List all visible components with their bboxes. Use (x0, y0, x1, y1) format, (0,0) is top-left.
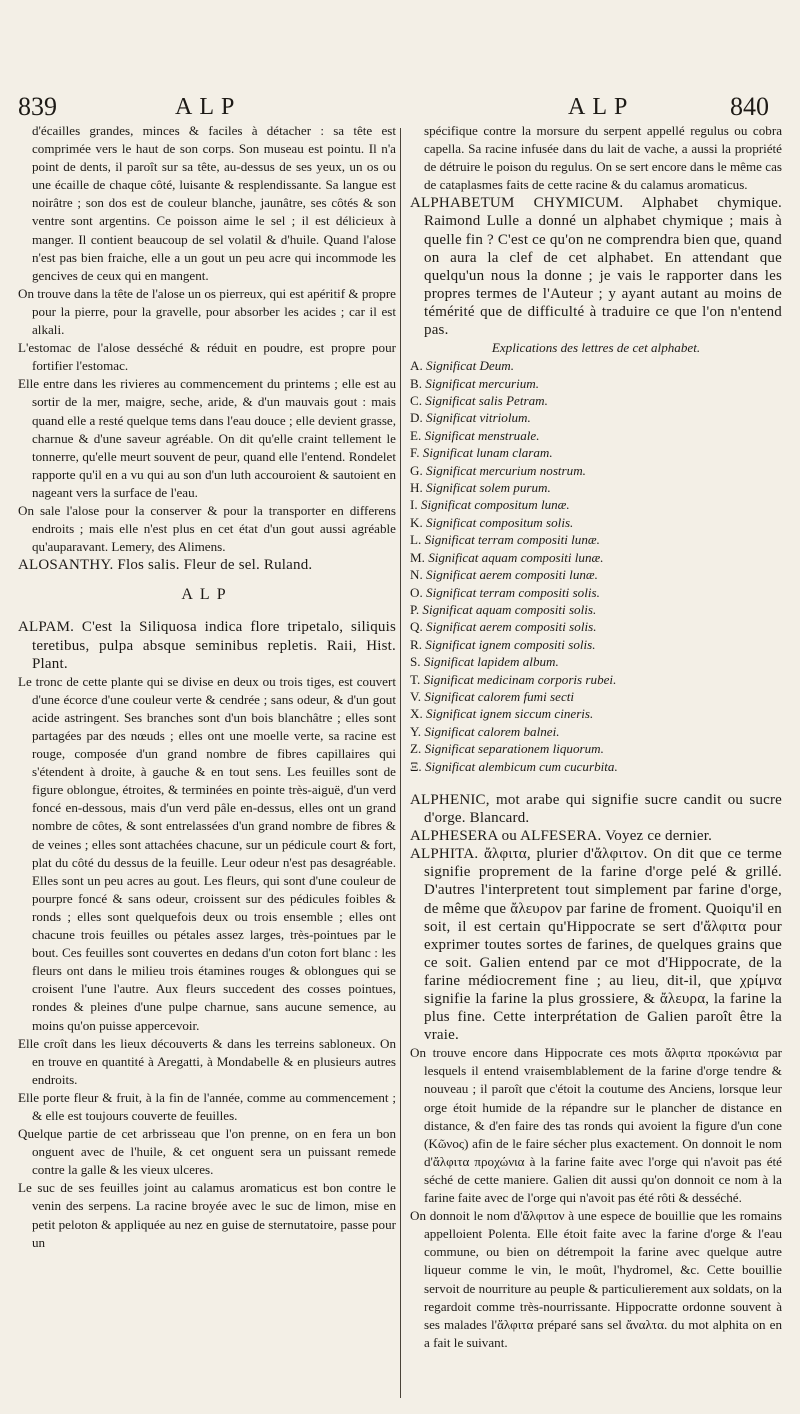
alphabet-letter: B. (410, 375, 423, 391)
entry-alphesera: ALPHESERA ou ALFESERA. Voyez ce dernier. (410, 828, 713, 845)
alphabet-signification: Significat separationem liquorum. (424, 741, 604, 757)
alphabet-letter: Ξ. (410, 758, 422, 774)
alphabet-signification: Significat solem purum. (426, 480, 551, 496)
alphabet-list-item (410, 375, 782, 392)
alphabet-list-item (410, 392, 782, 409)
left-running-head: ALP (175, 94, 242, 120)
alose-continuation: d'écailles grandes, minces & faciles à détacher : sa tête est comprimée vers le haut de son corps. Son museau est pointu. Il n'a point de dents, il paroît sur sa tête, au-dessus de ses yeux, un os ou une écaille de chaque côté, luisante & resplendissante. Sa langue est noirâtre ; son dos est de couleur blanche, jaunâtre, ses côtés & son ventre sont argentins. Ce poisson aime le sel ; il est délicieux à manger. Il contient beaucoup de sel volatil & d'huile. Quand l'alose n'est pas bien fraiche, elle a un gout un peu acre qui incommode les gencives de ceux qui en mangent. (32, 123, 396, 283)
alphabet-list-item (410, 671, 782, 688)
alphabet-list-item (410, 409, 782, 426)
alphabet-signification: Significat medicinam corporis rubei. (423, 671, 617, 687)
alphabet-signification: Significat vitriolum. (426, 410, 531, 426)
alphabet-list-item (410, 357, 782, 374)
alphabet-letter: I. (410, 497, 418, 513)
alphabet-list-item (410, 740, 782, 757)
alphabet-signification: Significat calorem balnei. (424, 723, 560, 739)
alphabet-list-item (410, 566, 782, 583)
alphabet-letter: S. (410, 654, 421, 670)
alphabet-letter: V. (410, 688, 422, 704)
alpam-continuation: spécifique contre la morsure du serpent appellé regulus ou cobra capella. Sa racine infusée dans du lait de vache, a aussi la propriété de détruire le poison du regulus. On se sert encore dans le même cas de cataplasmes faits de cette racine & du calamus aromaticus. (424, 123, 782, 193)
alphabet-letter: Q. (410, 619, 423, 635)
right-page-number: 840 (730, 92, 769, 121)
alphabet-list-item (410, 601, 782, 618)
entry-alphenic: ALPHENIC, mot arabe qui signifie sucre candit ou sucre d'orge. Blancard. (410, 791, 782, 827)
alphabet-list-item (410, 705, 782, 722)
left-column (18, 122, 396, 1252)
alphabet-signification: Significat menstruale. (424, 427, 540, 443)
alphabet-letter: N. (410, 567, 423, 583)
alphabet-signification: Significat lunam claram. (422, 445, 553, 461)
alphabet-list-item (410, 618, 782, 635)
alphabet-signification: Significat lapidem album. (423, 654, 559, 670)
alphabet-letter: A. (410, 358, 423, 374)
alphabet-letter: E. (410, 427, 422, 443)
alphabet-signification: Significat salis Petram. (425, 393, 548, 409)
paragraph-alose-rivieres: Elle entre dans les rivieres au commencement du printems ; elle est au sortir de la mer, maigre, seche, aride, & d'un mauvais gout : mais quand elle a resté quelque tems dans l'eau douce ; elle devient grasse, charnue & d'une saveur agréable. On dit qu'elle craint tellement le tonnerre, qu'elle meurt souvent de peur, quand elle l'entend. Rondelet rapporte qu'il en a vu qui au son d'un luth accouroient & sautoient en nageant vers la surface de l'eau. (18, 376, 396, 500)
alphabet-signification: Significat ignem siccum cineris. (426, 706, 594, 722)
entry-alpam: ALPAM. C'est la Siliquosa indica flore tripetalo, siliquis teretibus, pulpa absque seminibus repletis. Raii, Hist. Plant. (18, 619, 396, 672)
alphabet-letter: M. (410, 549, 425, 565)
entry-alosanthy: ALOSANTHY. Flos salis. Fleur de sel. Ruland. (18, 557, 313, 574)
alphabet-list-item (410, 427, 782, 444)
alphabet-list-item (410, 758, 782, 775)
alphabet-list-item (410, 479, 782, 496)
alphabet-signification: Significat mercurium nostrum. (426, 462, 586, 478)
alphabet-signification: Significat terram compositi lunæ. (424, 532, 600, 548)
alphabet-signification: Significat aquam compositi solis. (422, 601, 597, 617)
paragraph-alpam-description: Le tronc de cette plante qui se divise en deux ou trois tiges, est couvert d'une écorce d'une couleur verte & cendrée ; sans odeur, & d'un gout acide astringent. Ses branches sont d'un bois blanchâtre ; elles sont partagées par des nœuds ; elles ont une moelle verte, sa racine est rouge, composée d'un grand nombre de fibres capillaires qui s'étendent à droite, à gauche & en tout sens. Les feuilles sont de figure oblongue, étroites, & terminées en pointe très-aiguë, d'un verd foncé en-dessous, mais d'un verd pâle en-dessus, elles ont un grand nombre de côtes, & sont entrelassées d'un grand nombre de fibres & de veines ; elles sont attachées chacune, sur un pédicule court & fort, plat du côté du dessus de la feuille. Leur odeur n'est pas desagréable. Elles sont un peu acres au gout. Les fleurs, qui sont d'une couleur de pourpre foncé & sans odeur, croissent sur des pédicules foibles & ronds ; elles sont quelquefois deux ou trois ensemble ; elles ont chacune trois feuilles ou pétales assez larges, très-pointues par le bout. Ces feuilles sont couvertes en dedans d'un coton fort blanc : les fleurs ont dans le milieu trois étamines rouges & oblongues qui se croisent l'une l'autre. Aux fleurs succedent des cosses pointues, rondes & pleines d'une pulpe charnue, sans aucune semence, au moins qu'on puisse appercevoir. (18, 673, 396, 1033)
alphabet-signification: Significat aquam compositi lunæ. (428, 549, 604, 565)
alphabet-letter: H. (410, 480, 423, 496)
alphabet-signification: Significat terram compositi solis. (426, 584, 600, 600)
right-column (410, 122, 782, 1352)
alphabet-letter: F. (410, 445, 420, 461)
alphabet-letter: G. (410, 462, 423, 478)
alphabet-list-item (410, 514, 782, 531)
alphabet-list-item (410, 549, 782, 566)
entry-alphita: ALPHITA. ἄλφιτα, plurier d'ἄλφιτον. On dit que ce terme signifie proprement de la farine d'orge pelé & grillé. D'autres l'interpretent tout simplement par farine d'orge, de même que ἄλευρον par farine de froment. Quoiqu'il en soit, il est certain qu'Hippocrate se sert d'ἄλφιτα pour exprimer toutes sortes de farines, de quelques grains que ce soit. Galien entend par ce mot d'Hippocrate, de la farine médiocrement fine ; au lieu, dit-il, que χρίμνα signifie la farine la plus grossiere, & ἄλευρα, la farine la plus fine. Cette interprétation de Galien paroît être la vraie. (410, 846, 782, 1044)
alphabet-list-item (410, 496, 782, 513)
alphabet-signification: Significat aerem compositi lunæ. (426, 567, 598, 583)
alphabet-signification: Significat compositum solis. (426, 514, 574, 530)
paragraph-alpam-onguent: Quelque partie de cet arbrisseau que l'on prenne, on en fera un bon onguent avec de l'huile, & cet onguent sera un puissant remede contre la galle & les vieux ulceres. (18, 1126, 396, 1178)
alphabet-signification: Significat Deum. (426, 358, 515, 374)
alphabet-list-item (410, 584, 782, 601)
alphabet-letter: P. (410, 601, 420, 617)
right-running-head: ALP (568, 94, 635, 120)
alphabet-explanation-title: Explications des lettres de cet alphabet. (491, 340, 701, 356)
alphabet-letter: R. (410, 636, 423, 652)
paragraph-alpam-suc: Le suc de ses feuilles joint au calamus aromaticus est bon contre le venin des serpens. La racine broyée avec le suc de limon, mise en petit peloton & appliquée au nez en guise de sternutatoire, passe pour un (18, 1180, 396, 1250)
alphabet-letter: X. (410, 706, 423, 722)
alphabet-signification: Significat calorem fumi secti (424, 688, 575, 704)
paragraph-alphita-polenta: On donnoit le nom d'ἄλφιτον à une espece de bouillie que les romains appelloient Polenta. Elle étoit faite avec la farine d'orge & l'eau commune, ou bien on détrempoit la farine avec quelque autre liqueur comme le vin, le moût, l'hydromel, &c. Cette bouillie servoit de nourriture au peuple & particulierement aux soldats, on la regardoit comme très-nourrissante. Hippocratte ordonne souvent à ses malades l'ἄλφιτα préparé sans sel ἄναλτα. du mot alphita on en a fait le suivant. (410, 1208, 782, 1350)
alphabet-list-item (410, 723, 782, 740)
alphabet-list (410, 357, 782, 775)
paragraph-alphita-prokonia: On trouve encore dans Hippocrate ces mots ἄλφιτα προκώνια par lesquels il entend vraisemblablement de la farine d'orge tendre & nouveau ; il paroît que c'étoit la coutume des Anciens, lorsque leur orge étoit humide de la répandre sur le plancher de distance en distance, & d'en faire des tas ronds qui avoient la figure d'un cone (Κῶνος) afin de le faire sécher plus exactement. On donnoit le nom d'ἄλφιτα προχώνια à la farine faite avec l'orge qui n'avoit pas été séché de cette maniere. Galien dit aussi qu'on donnoit ce nom à la farine faite avec de l'orge qui n'avoit pas été rôti & desséché. (410, 1045, 782, 1206)
alphabet-letter: Z. (410, 741, 422, 757)
alphabet-signification: Significat alembicum cum cucurbita. (424, 758, 618, 774)
alphabet-letter: Y. (410, 723, 422, 739)
paragraph-alose-sale: On sale l'alose pour la conserver & pour la transporter en differens endroits ; mais elle n'est plus en cet état d'un gout aussi agréable qu'auparavant. Lemery, des Alimens. (18, 502, 396, 555)
alphabet-list-item (410, 444, 782, 461)
paragraph-alose-estomac: L'estomac de l'alose desséché & réduit en poudre, est propre pour fortifier l'estomac. (18, 340, 396, 374)
alphabet-letter: K. (410, 514, 423, 530)
paragraph-alpam-habitat: Elle croît dans les lieux découverts & dans les terreins sabloneux. On en trouve en quantité à Aregatti, à Mondabelle & en plusieurs autres endroits. (18, 1035, 396, 1087)
column-divider (400, 128, 401, 1398)
alphabet-letter: O. (410, 584, 423, 600)
alphabet-letter: T. (410, 671, 421, 687)
alphabet-list-item (410, 636, 782, 653)
alphabet-list-item (410, 462, 782, 479)
alphabet-letter: C. (410, 393, 423, 409)
alphabet-signification: Significat aerem compositi solis. (426, 619, 597, 635)
alphabet-signification: Significat ignem compositi solis. (425, 636, 596, 652)
paragraph-alose-os: On trouve dans la tête de l'alose un os pierreux, qui est apéritif & propre pour la pierre, pour la gravelle, pour absorber les acides ; car il est alkali. (18, 285, 396, 338)
entry-alphabetum-chymicum: ALPHABETUM CHYMICUM. Alphabet chymique. Raimond Lulle a donné un alphabet chymique ; mais à quelle fin ? C'est ce qu'on ne comprendra bien que, quand on aura la clef de cet alphabet. En attendant que quelqu'un nous la donne ; je vais le rapporter dans les propres termes de l'Auteur ; y ayant autant au moins de témérité que de difficulté à traduire ce que l'on n'entend pas. (410, 195, 782, 339)
alphabet-signification: Significat compositum lunæ. (420, 497, 570, 513)
alphabet-letter: D. (410, 410, 423, 426)
alphabet-signification: Significat mercurium. (425, 375, 540, 391)
paragraph-alpam-season: Elle porte fleur & fruit, à la fin de l'année, comme au commencement ; & elle est toujours couverte de feuilles. (18, 1089, 396, 1123)
left-page-number: 839 (18, 92, 57, 121)
alphabet-list-item (410, 688, 782, 705)
alphabet-list-item (410, 653, 782, 670)
alphabet-letter: L. (410, 532, 422, 548)
section-heading-alp: ALP (181, 586, 233, 604)
alphabet-list-item (410, 531, 782, 548)
